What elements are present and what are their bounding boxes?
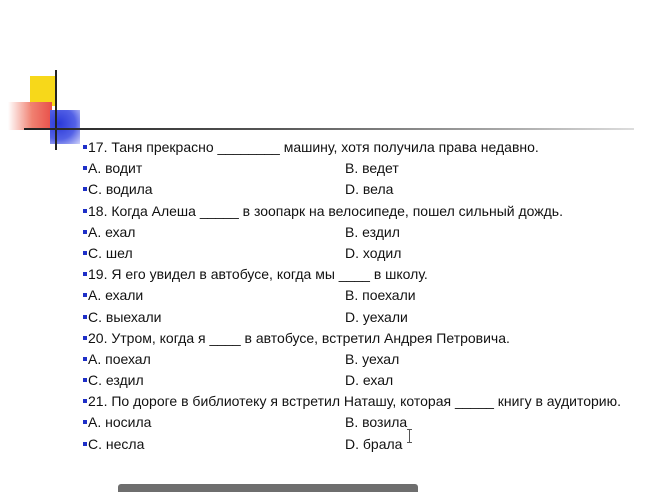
option-c: C. ездил: [88, 372, 144, 389]
option-c: C. водила: [88, 181, 153, 198]
bullet-icon: [83, 315, 87, 319]
option-a: A. носила: [88, 414, 152, 431]
option-d: D. уехали: [345, 308, 408, 325]
option-row: [80, 412, 660, 433]
option-b: B. ездил: [345, 223, 400, 240]
title-rule-container: [0, 0, 660, 160]
bullet-icon: [83, 251, 87, 255]
option-d: D. ходил: [345, 244, 402, 261]
bullet-icon: [83, 230, 87, 234]
question-text: 18. Когда Алеша _____ в зоопарк на велосипеде, пошел сильный дождь.: [88, 202, 563, 219]
option-d: D. вела: [345, 181, 394, 198]
question-row: [80, 201, 660, 222]
bullet-icon: [83, 378, 87, 382]
bullet-icon: [83, 420, 87, 424]
option-a: A. поехал: [88, 350, 151, 367]
option-c: C. шел: [88, 244, 133, 261]
option-row: [80, 434, 660, 455]
option-b: B. поехали: [345, 287, 416, 304]
question-row: [80, 264, 660, 285]
option-row: [80, 307, 660, 328]
option-d: D. ехал: [345, 372, 394, 389]
bullet-icon: [83, 209, 87, 213]
question-row: [80, 137, 660, 158]
option-a: A. ехал: [88, 223, 136, 240]
option-c: C. несла: [88, 435, 145, 452]
option-b: B. уехал: [345, 350, 400, 367]
option-c: C. выехали: [88, 308, 162, 325]
text-cursor-icon: [407, 429, 413, 443]
option-row: [80, 370, 660, 391]
bullet-icon: [83, 399, 87, 403]
question-text: 17. Таня прекрасно ________ машину, хотя получила права недавно.: [88, 139, 539, 155]
question-text: 19. Я его увидел в автобусе, когда мы ____ в школу.: [88, 266, 428, 283]
bullet-icon: [83, 145, 87, 149]
question-list: [80, 137, 660, 455]
bullet-icon: [83, 293, 87, 297]
option-row: [80, 243, 660, 264]
bullet-icon: [83, 336, 87, 340]
option-row: [80, 158, 660, 179]
bullet-icon: [83, 357, 87, 361]
question-row: [80, 391, 660, 412]
horizontal-rule: [24, 128, 634, 130]
question-text: 21. По дороге в библиотеку я встретил Наташу, которая _____ книгу в аудиторию.: [88, 393, 621, 410]
option-row: [80, 349, 660, 370]
option-row: [80, 285, 660, 306]
bottom-toolbar: [118, 484, 418, 492]
option-row: [80, 179, 660, 200]
option-row: [80, 222, 660, 243]
bullet-icon: [83, 187, 87, 191]
question-text: 20. Утром, когда я ____ в автобусе, встретил Андрея Петровича.: [88, 329, 510, 346]
option-b: B. возила: [345, 414, 408, 431]
option-b: B. ведет: [345, 160, 399, 177]
option-a: A. водит: [88, 160, 143, 177]
option-d: D. брала: [345, 435, 403, 452]
bullet-icon: [83, 166, 87, 170]
bullet-icon: [83, 272, 87, 276]
option-a: A. ехали: [88, 287, 144, 304]
bullet-icon: [83, 442, 87, 446]
question-row: [80, 328, 660, 349]
